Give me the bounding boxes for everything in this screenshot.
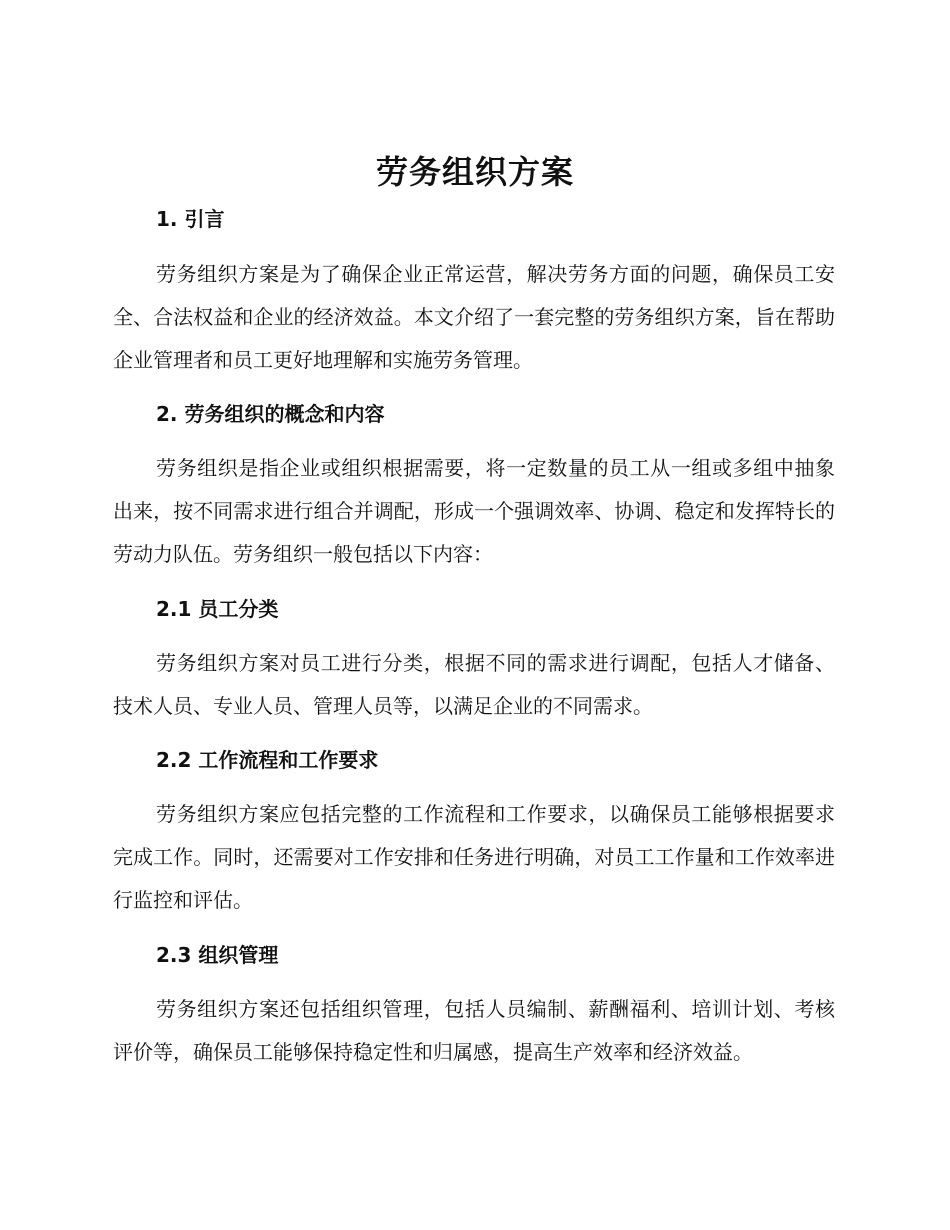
- section-heading-introduction: 1. 引言: [156, 207, 225, 231]
- section-heading-organization-management: 2.3 组织管理: [156, 943, 279, 967]
- section-heading-workflow: 2.2 工作流程和工作要求: [156, 748, 379, 772]
- section-paragraph-concept: 劳务组织是指企业或组织根据需要，将一定数量的员工从一组或多组中抽象出来，按不同需求进行组合并调配，形成一个强调效率、协调、稳定和发挥特长的劳动力队伍。劳务组织一般包括以下内容：: [113, 456, 835, 566]
- section-paragraph-employee-classification: 劳务组织方案对员工进行分类，根据不同的需求进行调配，包括人才储备、技术人员、专业人员、管理人员等，以满足企业的不同需求。: [113, 651, 835, 718]
- section-heading-employee-classification: 2.1 员工分类: [156, 597, 279, 621]
- section-paragraph-organization-management: 劳务组织方案还包括组织管理，包括人员编制、薪酬福利、培训计划、考核评价等，确保员工能够保持稳定性和归属感，提高生产效率和经济效益。: [113, 997, 835, 1064]
- section-paragraph-introduction: 劳务组织方案是为了确保企业正常运营，解决劳务方面的问题，确保员工安全、合法权益和企业的经济效益。本文介绍了一套完整的劳务组织方案，旨在帮助企业管理者和员工更好地理解和实施劳务管理。: [113, 262, 835, 372]
- document-title: 劳务组织方案: [375, 153, 574, 191]
- section-heading-concept: 2. 劳务组织的概念和内容: [156, 402, 385, 426]
- section-paragraph-workflow: 劳务组织方案应包括完整的工作流程和工作要求，以确保员工能够根据要求完成工作。同时，还需要对工作安排和任务进行明确，对员工工作量和工作效率进行监控和评估。: [113, 802, 835, 912]
